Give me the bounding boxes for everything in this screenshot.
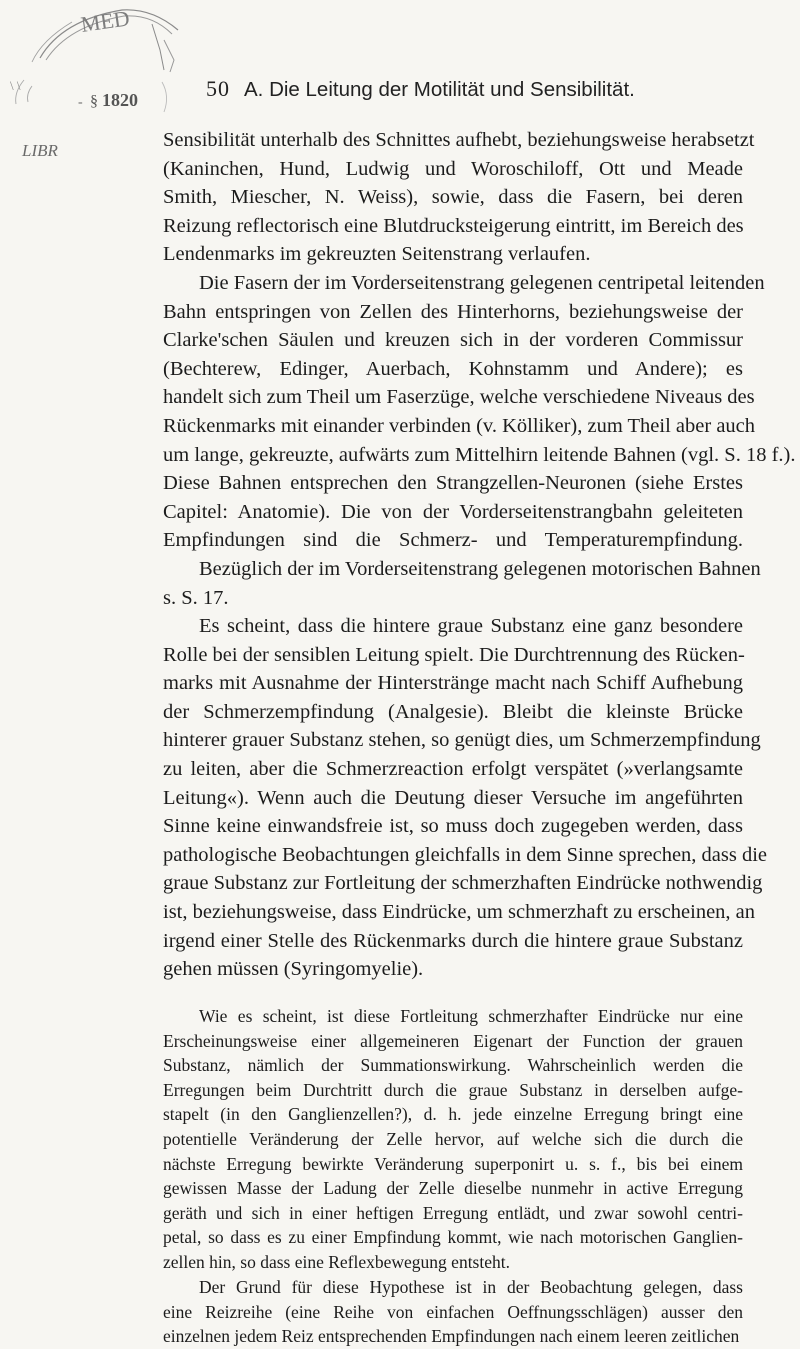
svg-text:§: § [90, 93, 98, 110]
text-line: nächste Erregung bewirkte Veränderung superponirt u. s. f., bis bei einem [163, 1153, 743, 1174]
text-line: potentielle Veränderung der Zelle hervor, auf welche sich die durch die [163, 1128, 743, 1149]
text-line: Leitung«). Wenn auch die Deutung dieser Versuche im angeführten [163, 786, 743, 809]
text-line: Smith, Miescher, N. Weiss), sowie, dass die Fasern, bei deren [163, 186, 743, 209]
text-line: Erscheinungsweise einer allgemeineren Eigenart der Function der grauen [163, 1030, 743, 1051]
text-line: ist, beziehungsweise, dass Eindrücke, um schmerzhaft zu erscheinen, an [163, 900, 756, 923]
text-line: Diese Bahnen entsprechen den Strangzellen-Neuronen (siehe Erstes [163, 472, 743, 495]
text-line: Substanz, nämlich der Summationswirkung. Wahrscheinlich werden die [163, 1055, 743, 1076]
text-line: irgend einer Stelle des Rückenmarks durch die hintere graue Substanz [163, 929, 743, 952]
text-line: graue Substanz zur Fortleitung der schmerzhaften Eindrücke nothwendig [163, 872, 763, 895]
paragraph-3 [163, 612, 768, 984]
text-line: um lange, gekreuzte, aufwärts zum Mittelhirn leitende Bahnen (vgl. S. 18 f.). [163, 443, 796, 466]
small-paragraph-1 [163, 1004, 743, 1275]
small-paragraph-2 [163, 1275, 743, 1349]
text-line: Capitel: Anatomie). Die von der Vorderseitenstrangbahn geleiteten [163, 500, 743, 523]
text-line: der Schmerzempfindung (Analgesie). Bleibt die kleinste Brücke [163, 700, 743, 723]
text-line: geräth und sich in einer heftigen Erregung entlädt, und zwar sowohl centri- [163, 1202, 743, 1223]
text-line: Bahn entspringen von Zellen des Hinterhorns, beziehungsweise der [163, 300, 743, 323]
text-line: eine Reizreihe (eine Reihe von einfachen Oeffnungsschlägen) ausser den [163, 1301, 743, 1322]
text-line: s. S. 17. [163, 586, 229, 609]
text-line: hinterer grauer Substanz stehen, so genügt dies, um Schmerzempfindung [163, 729, 761, 752]
text-line: Rolle bei der sensiblen Leitung spielt. Die Durchtrennung des Rücken- [163, 643, 745, 666]
text-line: petal, so dass es zu einer Empfindung kommt, wie nach motorischen Ganglien- [163, 1227, 743, 1248]
text-line: gehen müssen (Syringomyelie). [163, 958, 424, 981]
svg-text:-: - [78, 95, 83, 110]
text-line: Wie es scheint, ist diese Fortleitung schmerzhafter Eindrücke nur eine [199, 1006, 743, 1026]
text-line: Reizung reflectorisch eine Blutdrucksteigerung eintritt, im Bereich des [163, 214, 744, 237]
text-line: marks mit Ausnahme der Hinterstränge macht nach Schiff Aufhebung [163, 672, 743, 695]
stamp-text-left: LIBR [22, 141, 58, 160]
stamp-year: 1820 [102, 90, 138, 110]
running-title: A. Die Leitung der Motilität und Sensibilität. [244, 78, 635, 101]
text-line: Sinne keine einwandsfreie ist, so muss doch zugegeben werden, dass [163, 815, 743, 838]
text-line: Bezüglich der im Vorderseitenstrang gelegenen motorischen Bahnen [199, 557, 761, 580]
stamp-text-top: MED [79, 5, 132, 37]
text-line: zellen hin, so dass eine Reflexbewegung entsteht. [163, 1251, 510, 1272]
svg-text:\ \: \ \ [10, 78, 21, 93]
page-header [0, 76, 800, 106]
paragraph-2 [163, 269, 796, 612]
text-line: Lendenmarks im gekreuzten Seitenstrang verlaufen. [163, 243, 591, 266]
text-line: Clarke'schen Säulen und kreuzen sich in der vorderen Commissur [163, 329, 743, 352]
text-line: stapelt (in den Ganglienzellen?), d. h. jede einzelne Erregung bringt eine [163, 1104, 743, 1125]
text-line: gewissen Masse der Ladung der Zelle dieselbe nunmehr in active Erregung [163, 1178, 743, 1199]
page-number: 50 [206, 76, 230, 101]
text-line: Es scheint, dass die hintere graue Substanz eine ganz besondere [199, 615, 743, 637]
text-line: handelt sich zum Theil um Faserzüge, welche verschiedene Niveaus des [163, 386, 755, 409]
text-line: Sensibilität unterhalb des Schnittes aufhebt, beziehungsweise herabsetzt [163, 129, 755, 151]
text-line: zu leiten, aber die Schmerzreaction erfolgt verspätet (»verlangsamte [163, 757, 743, 780]
text-line: (Bechterew, Edinger, Auerbach, Kohnstamm und Andere); es [163, 357, 743, 380]
text-line: (Kaninchen, Hund, Ludwig und Woroschiloff, Ott und Meade [163, 157, 743, 180]
text-line: Erregungen beim Durchtritt durch die graue Substanz in derselben aufge- [163, 1079, 743, 1100]
text-line: einzelnen jedem Reiz entsprechenden Empfindungen nach einem leeren zeitlichen [163, 1326, 740, 1347]
text-line: pathologische Beobachtungen gleichfalls in dem Sinne sprechen, dass die [163, 843, 768, 866]
text-line: Der Grund für diese Hypothese ist in der Beobachtung gelegen, dass [199, 1277, 743, 1297]
text-line: Empfindungen sind die Schmerz- und Temperaturempfindung. [163, 529, 743, 552]
text-line: Rückenmarks mit einander verbinden (v. Kölliker), zum Theil aber auch [163, 414, 756, 437]
paragraph-1 [163, 126, 755, 269]
text-line: Die Fasern der im Vorderseitenstrang gelegenen centripetal leitenden [199, 272, 765, 294]
